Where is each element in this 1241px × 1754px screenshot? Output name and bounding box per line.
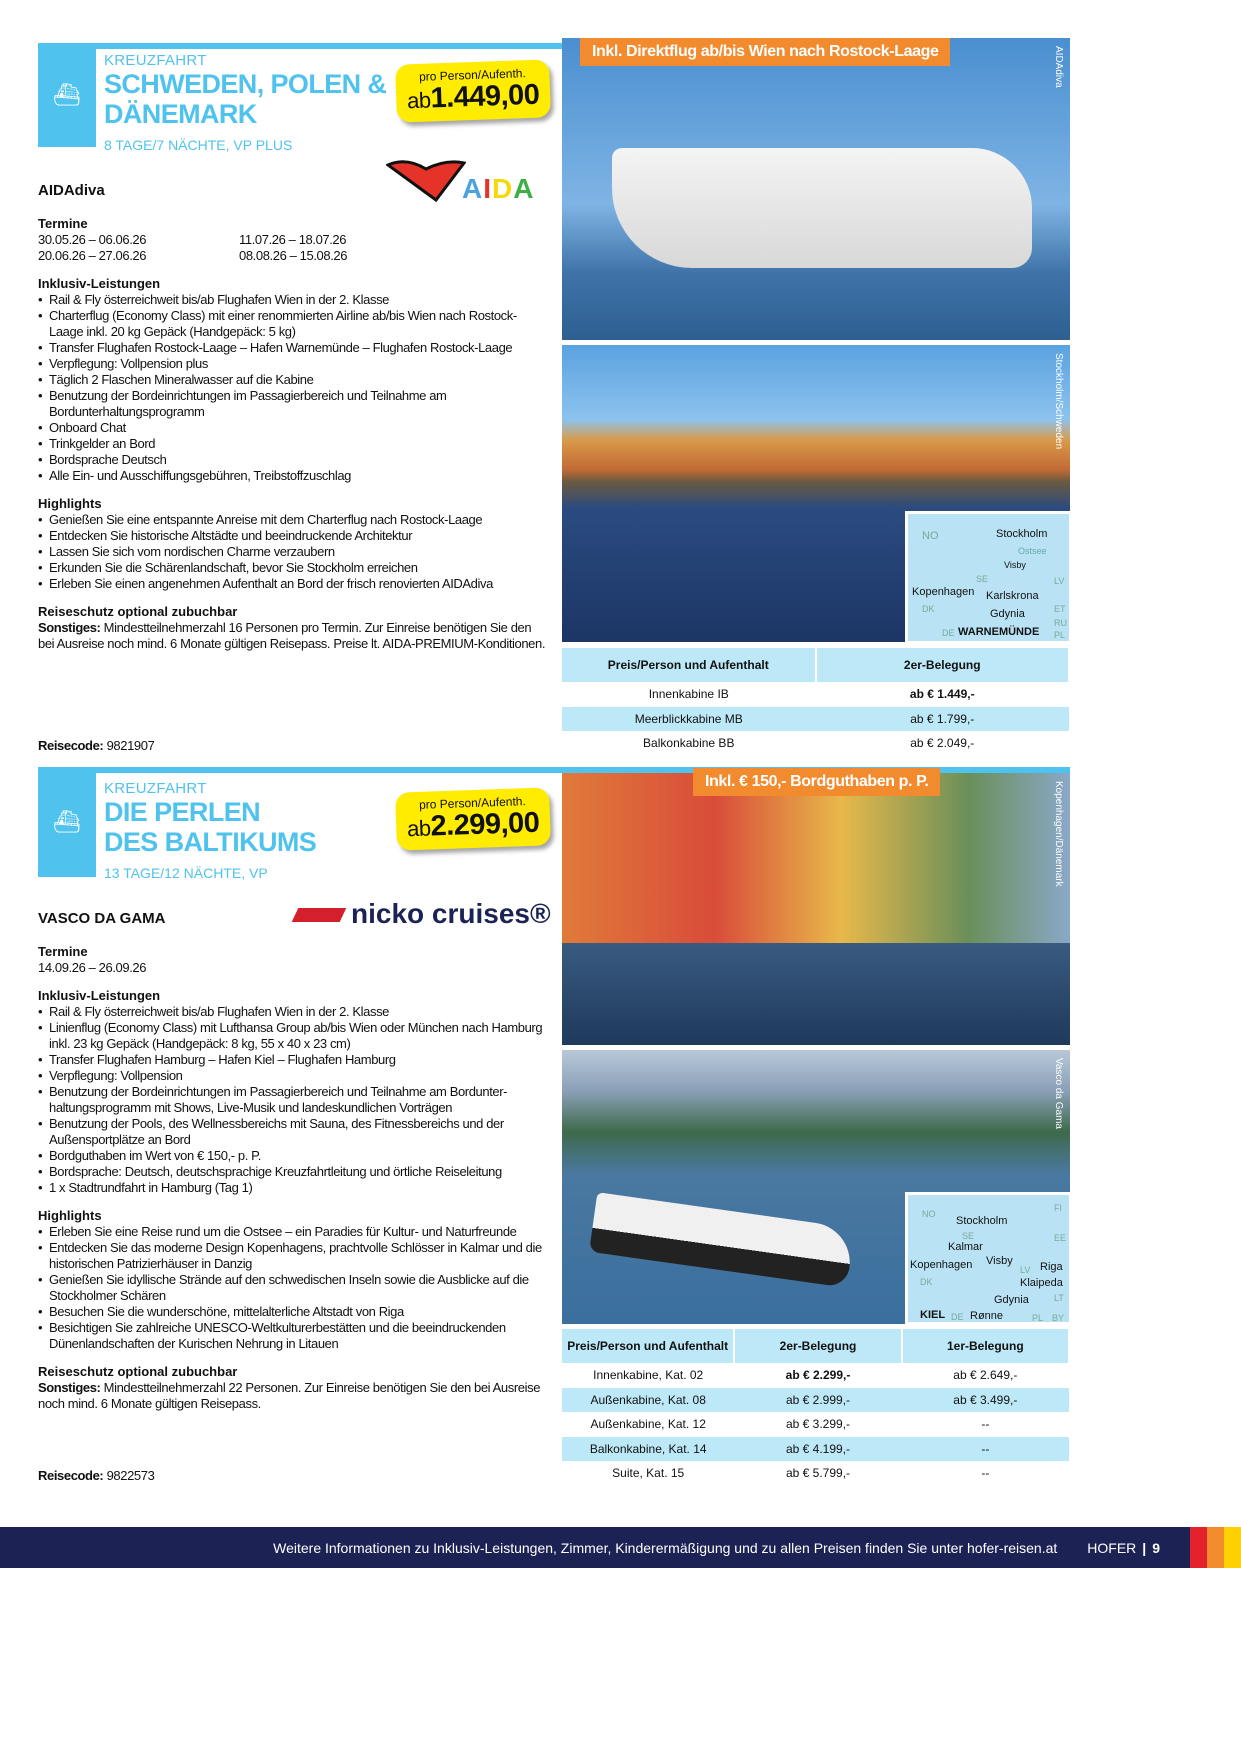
price-table: Preis/Person und Aufenthalt 2er-Belegung Innenkabine IB ab € 1.449,- Meerblickkabine MB ab € 1.799,- Balkonkabine BB ab € 2.049,- xyxy=(562,648,1070,756)
offer-title: SCHWEDEN, POLEN & DÄNEMARK xyxy=(104,69,387,129)
aida-logo: AIDA xyxy=(386,155,548,205)
ship-name: AIDAdiva xyxy=(38,182,105,199)
duration: 8 TAGE/7 NÄCHTE, VP PLUS xyxy=(104,137,293,153)
footer: Weitere Informationen zu Inklusiv-Leistungen, Zimmer, Kinderermäßigung und zu allen Preisen finden Sie unter hofer-reisen.at HOFER | 9 xyxy=(0,1527,1241,1568)
dates-list: 30.05.26 – 06.06.26 11.07.26 – 18.07.26 20.06.26 – 27.06.26 08.08.26 – 15.08.26 xyxy=(38,232,348,263)
route-map: NO Stockholm SE Kalmar FI EE Kopenhagen Visby LV Riga DK Klaipeda LT Gdynia KIEL DE Rønne PL BY xyxy=(905,1192,1072,1325)
route-map: NO Stockholm Ostsee Visby SE LV Kopenhagen Karlskrona DK Gdynia ET RU DE WARNEMÜNDE PL xyxy=(905,511,1072,644)
offer2-header: KREUZFAHRT DIE PERLEN DES BALTIKUMS 13 TAGE/12 NÄCHTE, VP xyxy=(104,780,317,881)
inclusive-list: • Rail & Fly österreichweit bis/ab Flughafen Wien in der 2. Klasse • Charterflug (Economy Class) mit einer renommierten Airline ab/bis Wien nach Rostock-Laage inkl. 20 kg Gepäck (Handgepäck: 5 kg) • Transfer Flughafen Rostock-Laage – Hafen Warnemünde – Flughafen Rostock-Laage • Verpflegung: Vollpension plus • Täglich 2 Flaschen Mineralwasser auf die Kabine • Benutzung der Bordeinrichtungen im Passagierbereich und Teilnahme am Bordunterhaltungsprogramm • Onboard Chat • Trinkgelder an Bord • Bordsprache Deutsch • Alle Ein- und Ausschiffungsgebühren, Treibstoffzuschlag xyxy=(38,292,550,484)
brand: HOFER xyxy=(1087,1539,1137,1556)
offer1-header xyxy=(104,52,386,153)
price-table: Preis/Person und Aufenthalt 2er-Belegung 1er-Belegung Innenkabine, Kat. 02 ab € 2.299,- ab € 2.649,- Außenkabine, Kat. 08 ab € 2.999,- ab € 3.499,- Außenkabine, Kat. 12 ab € 3.299,- -- Balkonkabine, Kat. 14 ab € 4.199,- -- Suite, Kat. 15 ab € 5.799,- -- xyxy=(562,1329,1070,1486)
promo-banner: Inkl. Direktflug ab/bis Wien nach Rostock-Laage xyxy=(580,38,950,66)
footer-info: Weitere Informationen zu Inklusiv-Leistungen, Zimmer, Kinderermäßigung und zu allen Preisen finden Sie unter hofer-reisen.at xyxy=(273,1539,1058,1556)
price-badge: pro Person/Aufenth. ab2.299,00 xyxy=(395,787,551,850)
ship-name: VASCO DA GAMA xyxy=(38,910,166,927)
price-badge: pro Person/Aufenth. ab1.449,00 xyxy=(395,59,551,122)
page-number: 9 xyxy=(1152,1539,1160,1556)
stockholm-photo: Stockholm/Schweden xyxy=(562,345,1070,642)
travel-code: Reisecode: 9822573 xyxy=(38,1468,155,1483)
travel-code: Reisecode: 9821907 xyxy=(38,738,155,753)
ship-photo: Vasco da Gama xyxy=(562,1050,1070,1324)
highlights-list: • Genießen Sie eine entspannte Anreise mit dem Charterflug nach Rostock-Laage • Entdecken Sie historische Altstädte und beeindruckende Architektur • Lassen Sie sich vom nordischen Charme verzaubern • Erkunden Sie die Schärenlandschaft, bevor Sie Stockholm erreichen • Erleben Sie einen angenehmen Aufenthalt an Bord der frisch renovierten AIDAdiva xyxy=(38,512,550,592)
ship-photo: AIDAdiva xyxy=(562,38,1070,340)
nicko-cruises-logo: nicko cruises® xyxy=(295,898,550,932)
copenhagen-photo: Kopenhagen/Dänemark xyxy=(562,773,1070,1045)
color-stripes xyxy=(1190,1527,1241,1568)
category: KREUZFAHRT xyxy=(104,52,207,69)
promo-banner: Inkl. € 150,- Bordguthaben p. P. xyxy=(693,768,940,796)
offer1-details: Termine 30.05.26 – 06.06.26 11.07.26 – 18.07.26 20.06.26 – 27.06.26 08.08.26 – 15.08.26 Inklusiv-Leistungen • Rail & Fly österreichweit bis/ab Flughafen Wien in der 2. Klasse • Charterflug (Economy Class) mit einer renommierten Airline ab/bis Wien nach Rostock-Laage inkl. 20 kg Gepäck (Handgepäck: 5 kg) • Transfer Flughafen Rostock-Laage – Hafen Warnemünde – Flughafen Rostock-Laage • Verpflegung: Vollpension plus • Täglich 2 Flaschen Mineralwasser auf die Kabine • Benutzung der Bordeinrichtungen im Passagierbereich und Teilnahme am Bordunterhaltungsprogramm • Onboard Chat • Trinkgelder an Bord • Bordsprache Deutsch • Alle Ein- und Ausschiffungsgebühren, Treibstoffzuschlag Highlights • Genießen Sie eine entspannte Anreise mit dem Charterflug nach Rostock-Laage • Entdecken Sie historische Altstädte und beeindruckende Architektur • Lassen Sie sich vom nordischen Charme verzaubern • Erkunden Sie die Schärenlandschaft, bevor Sie Stockholm erreichen • Erleben Sie einen angenehmen Aufenthalt an Bord der frisch renovierten AIDAdiva Reiseschutz optional zubuchbar Sonstiges: Mindestteilnehmerzahl 16 Personen pro Termin. Zur Einreise benötigen Sie den bei Ausreise noch mind. 6 Monate gültigen Reisepass. Preise lt. AIDA-PREMIUM-Konditionen. Reisecode: 9821907 xyxy=(38,216,550,754)
offer2-details: Termine 14.09.26 – 26.09.26 Inklusiv-Leistungen • Rail & Fly österreichweit bis/ab Flughafen Wien in der 2. Klasse • Linienflug (Economy Class) mit Lufthansa Group ab/bis Wien oder München nach Hamburg inkl. 23 kg Gepäck (Handgepäck: 8 kg, 55 x 40 x 23 cm) • Transfer Flughafen Hamburg – Hafen Kiel – Flughafen Hamburg • Verpflegung: Vollpension • Benutzung der Bordeinrichtungen im Passagierbereich und Teilnahme am Bordunter-haltungsprogramm mit Shows, Live-Musik und landeskundlichen Vorträgen • Benutzung der Pools, des Wellnessbereichs mit Sauna, des Fitnessbereichs und der Außensportplätze an Bord • Bordguthaben im Wert von € 150,- p. P. • Bordsprache: Deutsch, deutschsprachige Kreuzfahrtleitung und örtliche Reiseleitung • 1 x Stadtrundfahrt in Hamburg (Tag 1) Highlights • Erleben Sie eine Reise rund um die Ostsee – ein Paradies für Kultur- und Naturfreunde • Entdecken Sie das moderne Design Kopenhagens, prachtvolle Schlösser in Kalmar und die historischen Patrizierhäuser in Danzig • Genießen Sie idyllische Strände auf den schwedischen Inseln sowie die Ausblicke auf die Stockholmer Schären • Besuchen Sie die wunderschöne, mittelalterliche Altstadt von Riga • Besichtigen Sie zahlreiche UNESCO-Weltkulturerbestätten und die beeindruckenden Dünenlandschaften der Kurischen Nehrung in Litauen Reiseschutz optional zubuchbar Sonstiges: Mindestteilnehmerzahl 22 Personen. Zur Einreise benötigen Sie den bei Ausreise noch mind. 6 Monate gültigen Reisepass. Reisecode: 9822573 xyxy=(38,944,550,1484)
cruise-ship-icon: ⛴ xyxy=(38,767,96,877)
cruise-ship-icon: ⛴ xyxy=(38,43,96,147)
